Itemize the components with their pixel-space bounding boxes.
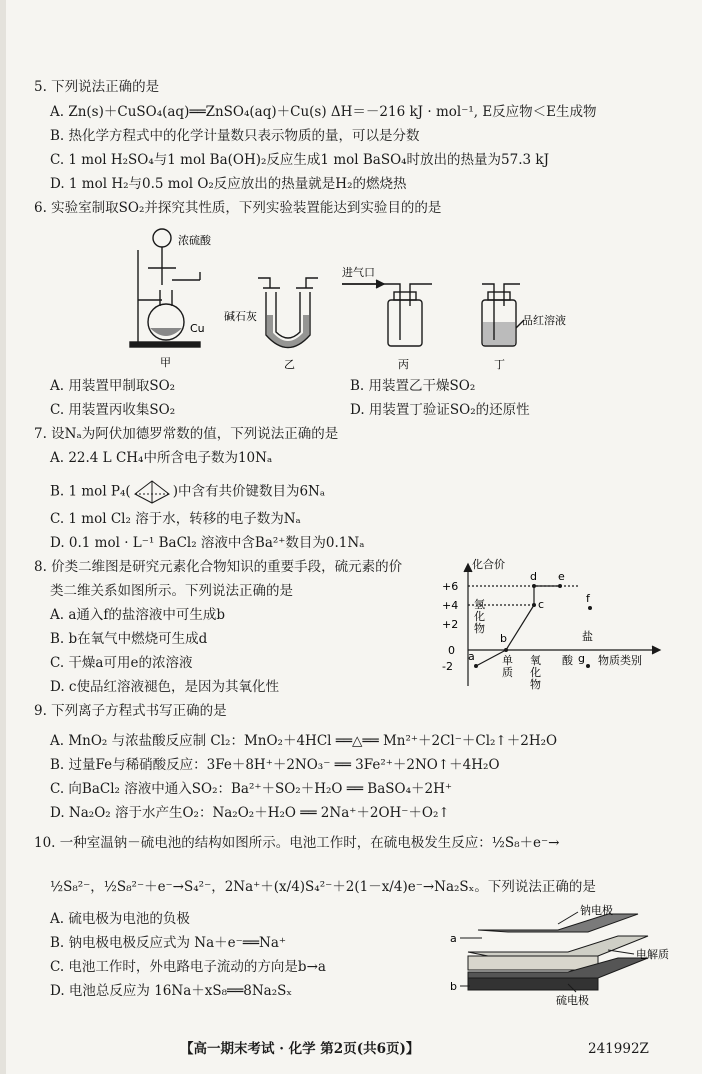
label-electrolyte: 电解质 (636, 948, 669, 961)
label-point-a: a (468, 650, 475, 663)
footer-title: 【高一期末考试 · 化学 第2页(共6页)】 (180, 1041, 420, 1057)
label-point-d: d (530, 570, 537, 583)
apparatus-ding (482, 284, 524, 346)
footer-code: 241992Z (588, 1041, 649, 1057)
chart-ylabel: 化合价 (472, 558, 505, 571)
category-oxide (530, 653, 541, 691)
point-a (474, 664, 478, 668)
q5-option-c: C. 1 mol H₂SO₄与1 mol Ba(OH)₂反应生成1 mol BaSO₄时放出的热量为57.3 kJ (50, 152, 549, 168)
x-axis-arrow (652, 646, 660, 654)
sulfur-electrode-side (468, 978, 598, 990)
q5-stem: 5. 下列说法正确的是 (34, 79, 160, 95)
q5-option-a: A. Zn(s)＋CuSO₄(aq)══ZnSO₄(aq)＋Cu(s) ΔH＝－216 kJ · mol⁻¹, E反应物＜E生成物 (50, 104, 597, 120)
label-gas-inlet: 进气口 (342, 266, 375, 279)
label-point-g: g (578, 652, 585, 665)
point-f (588, 606, 592, 610)
q9-stem: 9. 下列离子方程式书写正确的是 (34, 703, 227, 719)
q7-option-b-prefix: B. 1 mol P₄( (50, 483, 131, 500)
q7-stem: 7. 设Nₐ为阿伏加德罗常数的值，下列说法正确的是 (34, 426, 339, 442)
q8-option-c: C. 干燥a可用e的浓溶液 (50, 655, 193, 671)
category-hydride-char: 化 (474, 610, 485, 623)
label-point-f: f (586, 592, 590, 605)
category-element-char: 质 (502, 666, 513, 679)
q6-option-b: B. 用装置乙干燥SO₂ (350, 378, 476, 394)
q8-stem-line2: 类二维关系如图所示。下列说法正确的是 (50, 583, 293, 599)
q7-option-a: A. 22.4 L CH₄中所含电子数为10Nₐ (50, 450, 273, 466)
ytick-minus2: -2 (442, 660, 453, 673)
label-lead-a: a (450, 932, 457, 945)
label-na-electrode: 钠电极 (580, 904, 613, 917)
q6-option-a: A. 用装置甲制取SO₂ (50, 378, 176, 394)
scan-edge (0, 0, 6, 1074)
electrolyte-shape (468, 936, 648, 956)
category-element (502, 654, 513, 679)
ytick-plus6: +6 (442, 580, 459, 593)
category-oxide-char: 化 (530, 666, 541, 679)
category-oxide-char: 氧 (530, 654, 541, 667)
q9-option-d: D. Na₂O₂ 溶于水产生O₂：Na₂O₂＋H₂O ══ 2Na⁺＋2OH⁻＋O₂↑ (50, 805, 450, 821)
label-magenta-solution: 品红溶液 (522, 314, 566, 327)
q10-stem-line2: ½S₈²⁻，½S₈²⁻＋e⁻→S₄²⁻，2Na⁺＋(x/4)S₄²⁻＋2(1－x/4)e⁻→Na₂Sₓ。下列说法正确的是 (50, 879, 596, 895)
label-s-electrode: 硫电极 (556, 994, 589, 1007)
q6-apparatus-figure (120, 220, 600, 372)
ytick-plus2: +2 (442, 618, 459, 631)
q6-stem: 6. 实验室制取SO₂并探究其性质，下列实验装置能达到实验目的的是 (34, 200, 442, 216)
q10-option-c: C. 电池工作时，外电路电子流动的方向是b→a (50, 959, 326, 975)
label-point-e: e (558, 570, 565, 583)
label-yi: 乙 (284, 358, 295, 371)
q7-option-d: D. 0.1 mol · L⁻¹ BaCl₂ 溶液中含Ba²⁺数目为0.1Nₐ (50, 535, 365, 551)
label-jia: 甲 (160, 356, 171, 369)
q8-option-a: A. a通入f的盐溶液中可生成b (50, 607, 226, 623)
apparatus-bing (342, 280, 432, 346)
y-axis-arrow (464, 564, 472, 572)
q5-option-b: B. 热化学方程式中的化学计量数只表示物质的量，可以是分数 (50, 128, 420, 144)
category-element-char: 单 (502, 654, 513, 667)
ytick-zero: 0 (448, 644, 455, 657)
na-s-battery-figure (448, 900, 678, 1010)
q8-option-d: D. c使品红溶液褪色，是因为其氧化性 (50, 679, 279, 695)
q7-option-b (50, 479, 325, 505)
q10-option-b: B. 钠电极电极反应式为 Na＋e⁻══Na⁺ (50, 935, 287, 951)
point-e (558, 584, 562, 588)
sodium-electrode-shape (478, 914, 638, 932)
q10-option-a: A. 硫电极为电池的负极 (50, 911, 190, 927)
label-bing: 丙 (398, 358, 409, 371)
q8-stem-line1: 8. 价类二维图是研究元素化合物知识的重要手段，硫元素的价 (34, 559, 403, 575)
label-soda-lime: 碱石灰 (224, 310, 257, 323)
category-hydride (474, 597, 485, 635)
label-concentrated-acid: 浓硫酸 (178, 234, 211, 247)
category-hydride-char: 氢 (474, 598, 485, 611)
point-d (532, 584, 536, 588)
category-salt: 盐 (582, 630, 593, 643)
q7-option-b-suffix: )中含有共价键数目为6Nₐ (172, 483, 326, 500)
q5-option-d: D. 1 mol H₂与0.5 mol O₂反应放出的热量就是H₂的燃烧热 (50, 176, 407, 192)
q9-option-a: A. MnO₂ 与浓盐酸反应制 Cl₂：MnO₂＋4HCl ══△══ Mn²⁺＋2Cl⁻＋Cl₂↑＋2H₂O (50, 733, 558, 749)
category-oxide-char: 物 (530, 678, 541, 691)
point-b (504, 648, 508, 652)
q6-option-d: D. 用装置丁验证SO₂的还原性 (350, 402, 530, 418)
q10-stem-line1: 10. 一种室温钠－硫电池的结构如图所示。电池工作时，在硫电极发生反应：½S₈＋e⁻→ (34, 835, 560, 851)
trend-line-bc (506, 605, 534, 650)
pointer-electrolyte (608, 950, 634, 954)
q6-option-c: C. 用装置丙收集SO₂ (50, 402, 176, 418)
q8-option-b: B. b在氧气中燃烧可生成d (50, 631, 208, 647)
apparatus-yi (258, 278, 318, 348)
label-point-c: c (538, 598, 545, 611)
label-cu: Cu (190, 322, 205, 335)
chart-xlabel: 物质类别 (598, 654, 642, 667)
point-c (532, 603, 536, 607)
ytick-plus4: +4 (442, 599, 459, 612)
pointer-na (558, 912, 578, 924)
label-ding: 丁 (494, 358, 505, 371)
p4-tetrahedron-icon (131, 479, 173, 505)
q7-option-c: C. 1 mol Cl₂ 溶于水，转移的电子数为Nₐ (50, 511, 301, 527)
point-g (586, 664, 590, 668)
label-point-b: b (500, 632, 507, 645)
q9-option-c: C. 向BaCl₂ 溶液中通入SO₂：Ba²⁺＋SO₂＋H₂O ══ BaSO₄＋2H⁺ (50, 781, 452, 797)
label-lead-b: b (450, 980, 457, 993)
q9-option-b: B. 过量Fe与稀硝酸反应：3Fe＋8H⁺＋2NO₃⁻ ══ 3Fe²⁺＋2NO↑＋4H₂O (50, 757, 500, 773)
q10-option-d: D. 电池总反应为 16Na＋xS₈══8Na₂Sₓ (50, 983, 293, 999)
sulfur-valence-class-chart (438, 556, 690, 696)
category-hydride-char: 物 (474, 622, 485, 635)
electrolyte-side (468, 956, 598, 970)
category-acid: 酸 (562, 654, 573, 667)
